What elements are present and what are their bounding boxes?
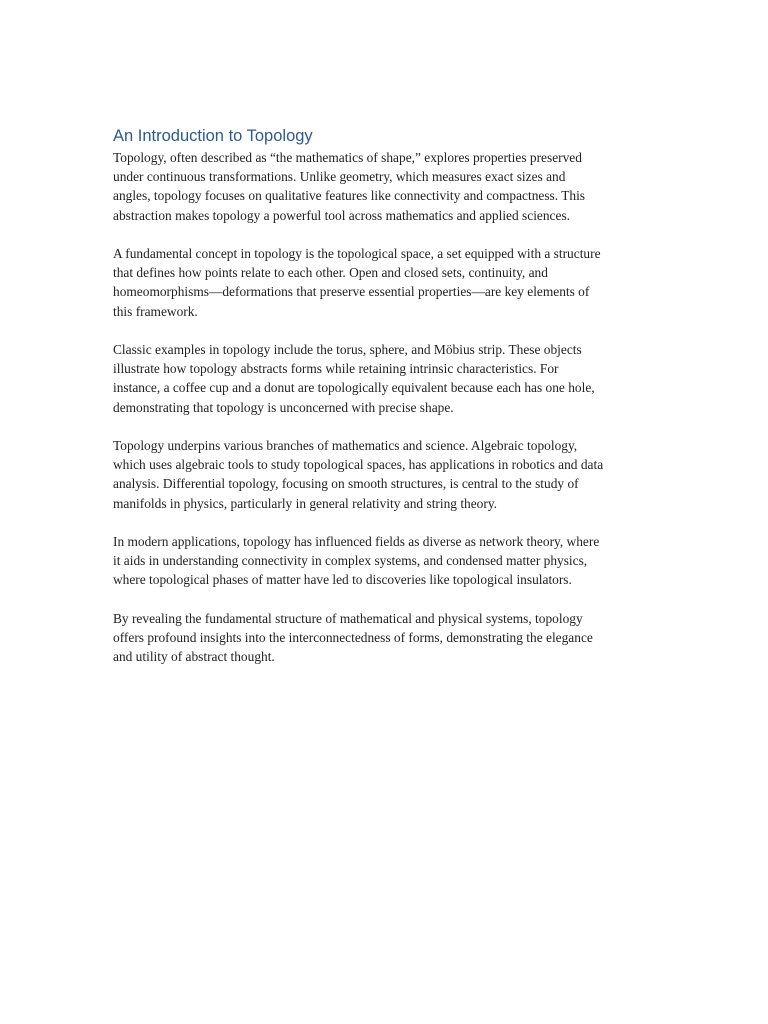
paragraph-line: where topological phases of matter have led to discoveries like topological insulators. <box>113 572 572 588</box>
paragraph-topological-space <box>113 244 658 321</box>
paragraph-intro <box>113 148 658 225</box>
paragraph-line: homeomorphisms—deformations that preserve essential properties—are key elements of <box>113 284 590 300</box>
paragraph-line: Topology, often described as “the mathematics of shape,” explores properties preserved <box>113 150 582 165</box>
paragraph-line: abstraction makes topology a powerful tool across mathematics and applied sciences. <box>113 207 571 223</box>
paragraph-line: Classic examples in topology include the torus, sphere, and Möbius strip. These objects <box>113 342 582 357</box>
paragraph-line: offers profound insights into the interconnectedness of forms, demonstrating the elegance <box>113 630 593 645</box>
paragraph-line: under continuous transformations. Unlike geometry, which measures exact sizes and <box>113 169 566 185</box>
paragraph-line: demonstrating that topology is unconcerned with precise shape. <box>113 399 454 415</box>
paragraph-line: angles, topology focuses on qualitative features like connectivity and compactness. This <box>113 188 586 204</box>
paragraph-conclusion <box>113 609 658 667</box>
paragraph-line: A fundamental concept in topology is the topological space, a set equipped with a structure <box>113 246 601 261</box>
paragraph-line: analysis. Differential topology, focusing on smooth structures, is central to the study of <box>113 476 579 492</box>
paragraph-line: it aids in understanding connectivity in complex systems, and condensed matter physics, <box>113 553 588 569</box>
paragraph-line: Topology underpins various branches of mathematics and science. Algebraic topology, <box>113 438 578 453</box>
paragraph-line: instance, a coffee cup and a donut are topologically equivalent because each has one hole, <box>113 380 595 396</box>
paragraph-line: and utility of abstract thought. <box>113 649 275 665</box>
paragraph-line: manifolds in physics, particularly in general relativity and string theory. <box>113 495 498 511</box>
paragraph-branches <box>113 436 658 513</box>
paragraph-line: that defines how points relate to each other. Open and closed sets, continuity, and <box>113 265 548 281</box>
paragraph-line: In modern applications, topology has influenced fields as diverse as network theory, where <box>113 534 600 549</box>
paragraph-line: which uses algebraic tools to study topological spaces, has applications in robotics and data <box>113 457 604 473</box>
document-title: An Introduction to Topology <box>113 127 313 145</box>
paragraph-modern-applications <box>113 532 658 590</box>
paragraph-line: By revealing the fundamental structure of mathematical and physical systems, topology <box>113 610 583 626</box>
document-content <box>113 124 658 686</box>
paragraph-classic-examples <box>113 340 658 417</box>
paragraph-line: this framework. <box>113 303 198 319</box>
paragraph-line: illustrate how topology abstracts forms while retaining intrinsic characteristics. For <box>113 361 559 377</box>
